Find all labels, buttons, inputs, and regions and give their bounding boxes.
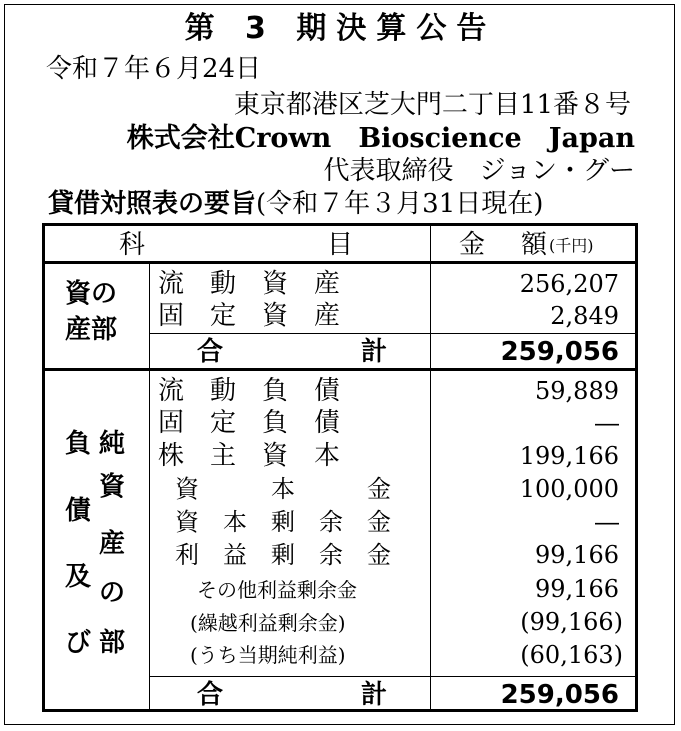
- liab-side-col1: 負: [65, 429, 92, 459]
- header-item-left: 科: [119, 230, 146, 260]
- assets-side-label-1: 資の: [65, 279, 118, 309]
- liab-side-col2: 純: [99, 429, 126, 459]
- assets-side-label-2: 産部: [65, 315, 118, 345]
- liab-side-col1: 及: [65, 562, 92, 592]
- liab-side-col2: 資: [99, 472, 126, 502]
- liability-row-value: ―: [595, 409, 619, 437]
- liab-side-col1: 債: [65, 496, 92, 526]
- liability-row-label: 固 定 負 債: [158, 408, 341, 438]
- liabilities-total-divider: [149, 676, 635, 677]
- asset-row-label: 流 動 資 産: [158, 269, 341, 299]
- balance-sheet-table: [42, 223, 638, 712]
- liab-side-col2: 部: [99, 628, 126, 658]
- equity-row-label: 株 主 資 本: [158, 441, 341, 471]
- equity-row-label: (繰越利益剰余金): [190, 611, 346, 635]
- liabilities-total-value: 259,056: [500, 680, 619, 710]
- equity-row-label: その他利益剰余金: [197, 578, 357, 602]
- representative: 代表取締役 ジョン・グー: [323, 156, 635, 186]
- equity-row-value: (99,166): [520, 608, 623, 636]
- company-address: 東京都港区芝大門二丁目11番８号: [233, 90, 631, 120]
- notice-title: 第 3 期決算公告: [184, 11, 497, 46]
- liabilities-total-label-right: 計: [361, 680, 388, 710]
- company-name: 株式会社Crown Bioscience Japan: [126, 123, 635, 154]
- equity-row-value: (60,163): [520, 641, 623, 669]
- assets-total-divider: [149, 333, 635, 334]
- equity-row-value: 199,166: [519, 442, 619, 470]
- equity-row-value: 99,166: [535, 541, 619, 569]
- equity-row-label: 資 本 金: [175, 475, 391, 503]
- assets-total-label-right: 計: [361, 337, 388, 367]
- header-amount-left: 金: [459, 230, 486, 260]
- header-item-right: 目: [327, 230, 354, 260]
- equity-row-label: (うち当期純利益): [190, 643, 346, 667]
- asset-row-value: 2,849: [550, 302, 619, 330]
- section-divider: [45, 368, 635, 371]
- assets-total-value: 259,056: [500, 337, 619, 367]
- equity-row-label: 利 益 剰 余 金: [175, 541, 391, 569]
- asset-row-label: 固 定 資 産: [158, 301, 341, 331]
- balance-sheet-title: [48, 191, 543, 217]
- amount-column-divider: [430, 226, 431, 709]
- balance-sheet-period: (令和７年３月31日現在): [256, 189, 544, 219]
- liab-side-col1: び: [65, 628, 92, 658]
- notice-date: 令和７年６月24日: [46, 54, 262, 84]
- asset-row-value: 256,207: [519, 270, 619, 298]
- equity-row-label: 資 本 剰 余 金: [175, 508, 391, 536]
- assets-total-label-left: 合: [197, 337, 224, 367]
- liability-row-label: 流 動 負 債: [158, 376, 341, 406]
- balance-sheet-heading: 貸借対照表の要旨: [48, 189, 257, 219]
- liabilities-label-divider: [149, 368, 150, 709]
- liab-side-col2: 産: [99, 529, 126, 559]
- equity-row-value: 100,000: [519, 475, 619, 503]
- assets-label-divider: [149, 261, 150, 368]
- header-divider: [45, 261, 635, 264]
- liab-side-col2: の: [99, 578, 126, 608]
- header-amount-right: 額: [521, 230, 548, 260]
- equity-row-value: ―: [595, 508, 619, 536]
- equity-row-value: 99,166: [535, 575, 619, 603]
- liability-row-value: 59,889: [535, 377, 619, 405]
- liabilities-total-label-left: 合: [197, 680, 224, 710]
- header-unit: (千円): [549, 236, 594, 255]
